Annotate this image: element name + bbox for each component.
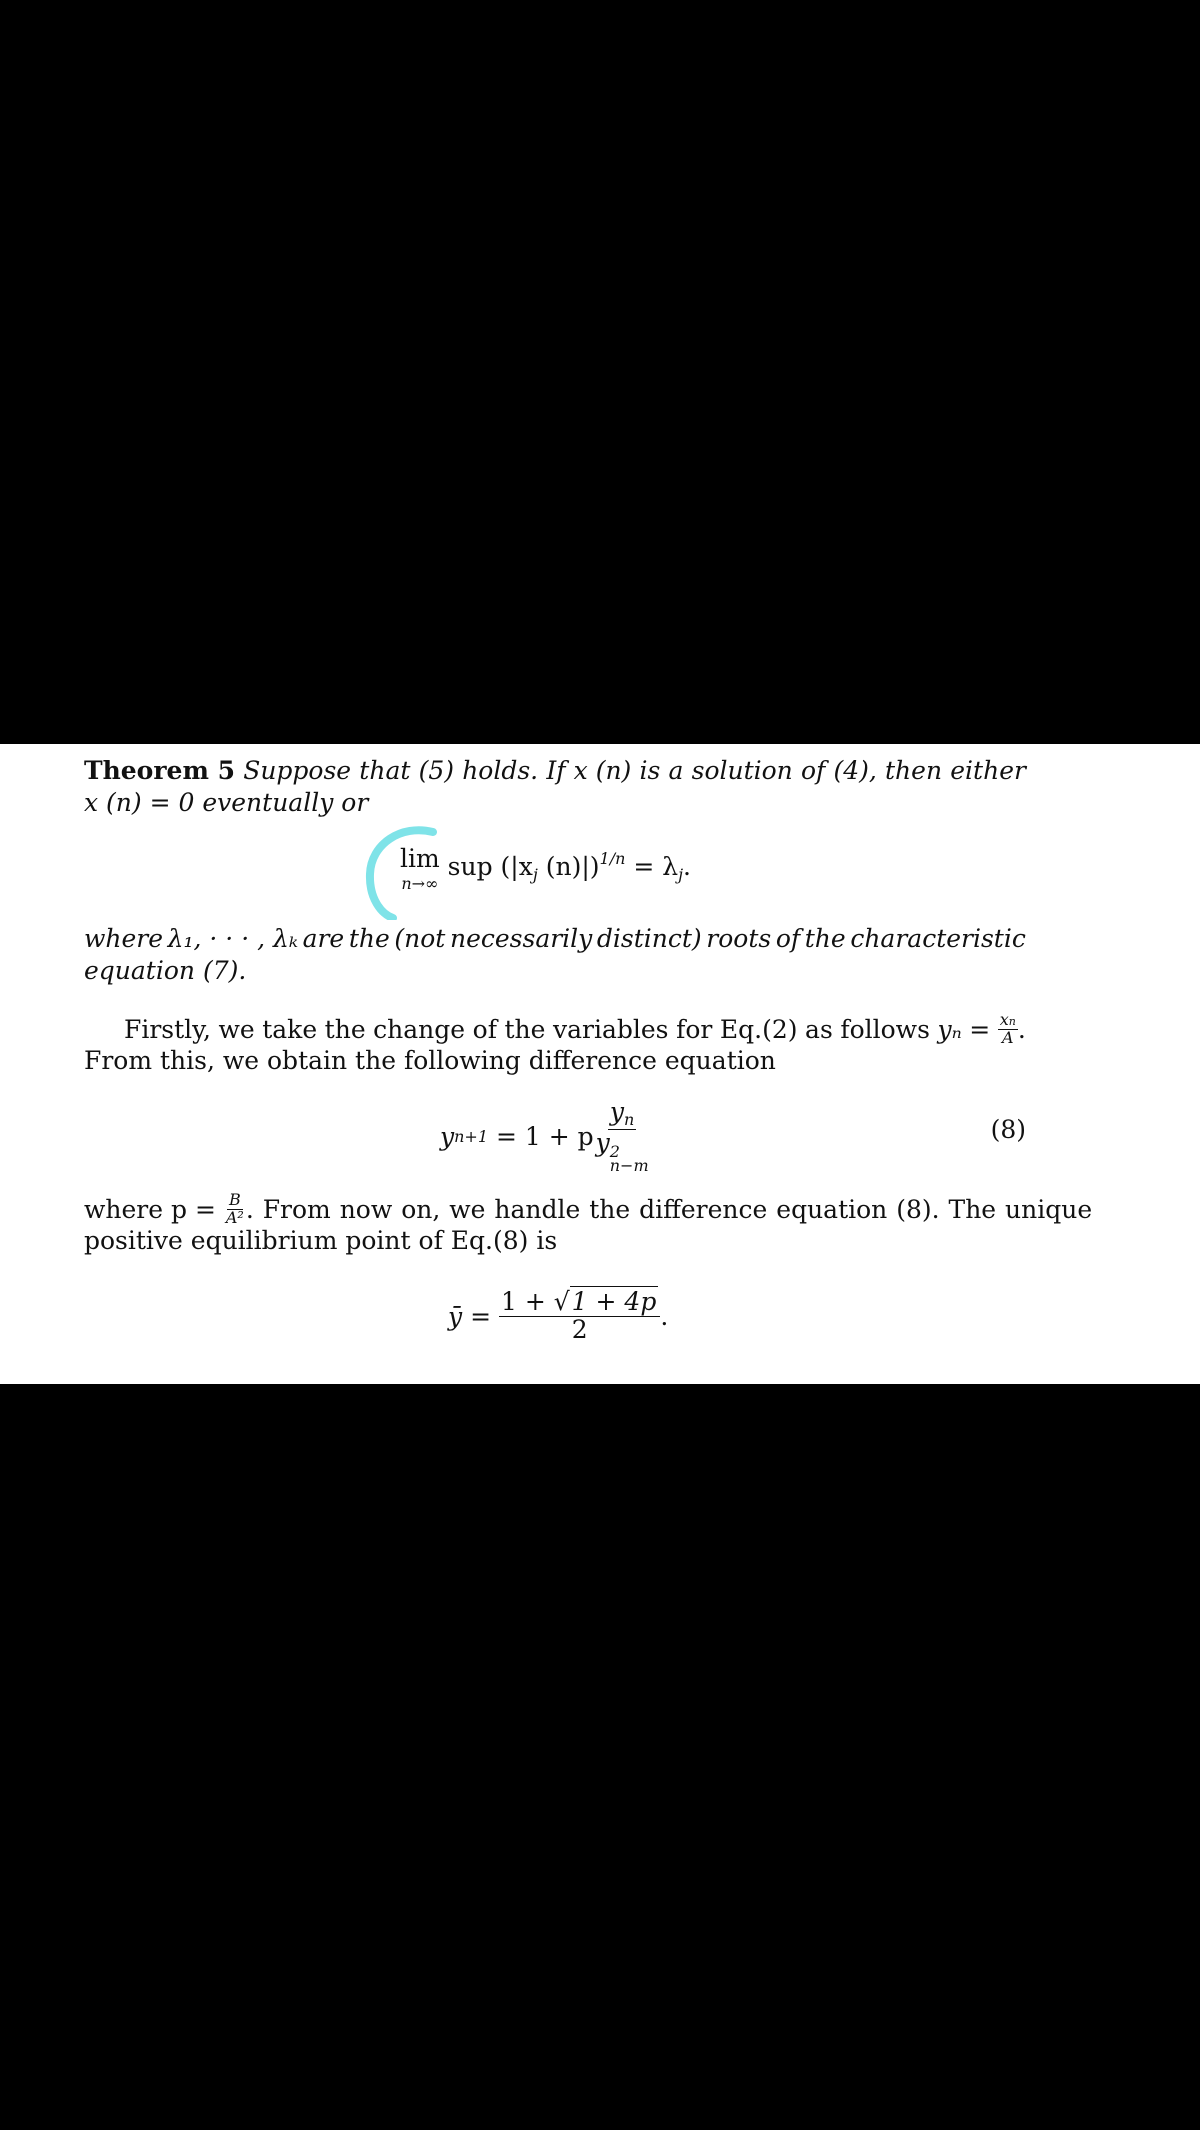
- eq8-lhs: y: [440, 1121, 455, 1151]
- word: we: [218, 1014, 255, 1044]
- word: a: [668, 756, 684, 785]
- word: roots: [706, 924, 772, 953]
- word: (not: [394, 924, 446, 953]
- word: necessarily: [449, 924, 593, 953]
- para2-line-2: positive equilibrium point of Eq.(8) is: [84, 1226, 558, 1255]
- where-roots-line-2: equation (7).: [84, 956, 247, 985]
- period: .: [660, 1301, 669, 1331]
- para1-line-1: [124, 1012, 1026, 1047]
- equilibrium-fraction: [499, 1289, 660, 1343]
- para2-rest: . From now on, we handle the difference equation (8). The unique: [245, 1194, 1093, 1224]
- equilibrium-equation: [448, 1280, 668, 1352]
- word: as: [805, 1014, 833, 1044]
- subscript-j: j: [532, 865, 538, 884]
- word: are: [302, 924, 345, 953]
- word: of: [472, 1014, 497, 1044]
- frac-denominator: A: [1002, 1027, 1014, 1047]
- exponent: 1/n: [599, 849, 626, 868]
- word: holds.: [462, 756, 539, 785]
- frac-numerator: x: [999, 1010, 1009, 1029]
- word: Suppose: [243, 756, 352, 785]
- word: If: [546, 756, 566, 785]
- rhs-subscript: j: [678, 865, 684, 884]
- word: variables: [553, 1014, 669, 1044]
- eq8-den: y: [595, 1127, 610, 1157]
- equilibrium-denominator: 2: [571, 1314, 588, 1344]
- word: Firstly,: [124, 1014, 211, 1044]
- eq8-fraction: [594, 1099, 651, 1173]
- equation-number-8: (8): [990, 1115, 1026, 1144]
- frac-numerator: B: [228, 1190, 241, 1209]
- word: x (n): [573, 756, 632, 785]
- word: then: [885, 756, 943, 785]
- theorem-label: Theorem 5: [84, 756, 235, 785]
- math-y-n: yₙ: [937, 1014, 962, 1044]
- word: for: [676, 1014, 713, 1044]
- word: characteristic: [850, 924, 1026, 953]
- word: is: [639, 756, 661, 785]
- equilibrium-numerator: 1 + √1 + 4p: [499, 1289, 660, 1316]
- limit-rhs: = λ: [625, 852, 679, 881]
- theorem-line-2: x (n) = 0 eventually or: [84, 788, 369, 817]
- paper-page: [0, 744, 1200, 1384]
- frac-numerator-sub: n: [1008, 1015, 1016, 1028]
- para2-line-1: [84, 1190, 1093, 1227]
- lim-subscript: n→∞: [401, 874, 439, 893]
- word: change: [373, 1014, 466, 1044]
- word: where: [84, 924, 164, 953]
- eq8-num: y: [609, 1097, 625, 1127]
- eq8-lhs-sub: n+1: [454, 1126, 489, 1146]
- eq8-den-sup: 2: [609, 1141, 620, 1161]
- eq8-den-sub: n−m: [609, 1155, 649, 1175]
- where-roots-line-1: [84, 922, 1026, 955]
- word: (5): [418, 756, 455, 785]
- frac-denominator: A²: [225, 1207, 244, 1227]
- word: either: [950, 756, 1026, 785]
- inline-fraction-xn-over-a: $\frac{xn}{A}$ .: [999, 1010, 1026, 1047]
- equation-8: [440, 1096, 651, 1176]
- lim-text: lim: [400, 844, 440, 873]
- word: the: [324, 1014, 366, 1044]
- fraction: [998, 1012, 1018, 1047]
- word: Eq.(2): [719, 1014, 798, 1044]
- word: (4),: [833, 756, 877, 785]
- word: solution: [691, 756, 793, 785]
- theorem-line-1: [84, 754, 1026, 787]
- period: .: [683, 852, 691, 881]
- word: the: [504, 1014, 546, 1044]
- word: take: [262, 1014, 318, 1044]
- where-p: where p =: [84, 1194, 216, 1224]
- word: of: [775, 924, 801, 953]
- word: λ₁, · · · , λₖ: [167, 924, 298, 953]
- para2-start: [84, 1193, 224, 1226]
- word: the: [804, 924, 846, 953]
- annotation-arc-mark: [361, 826, 451, 920]
- fraction-b-over-a2: [224, 1192, 246, 1227]
- radicand: 1 + 4p: [571, 1287, 657, 1317]
- word: distinct): [596, 924, 702, 953]
- word: of: [800, 756, 826, 785]
- num-one-plus: 1 +: [500, 1287, 554, 1317]
- word: the: [348, 924, 390, 953]
- para1-line-2: From this, we obtain the following difference equation: [84, 1046, 776, 1075]
- limit-body-2: (n)|): [537, 852, 600, 881]
- eq8-mid: = 1 + p: [488, 1121, 594, 1151]
- limit-body: sup (|x: [447, 852, 533, 881]
- y-bar-lhs: ȳ =: [448, 1301, 492, 1331]
- eq8-num-sub: n: [624, 1110, 635, 1130]
- equals: =: [969, 1014, 991, 1044]
- word: follows: [840, 1014, 930, 1044]
- word: that: [359, 756, 411, 785]
